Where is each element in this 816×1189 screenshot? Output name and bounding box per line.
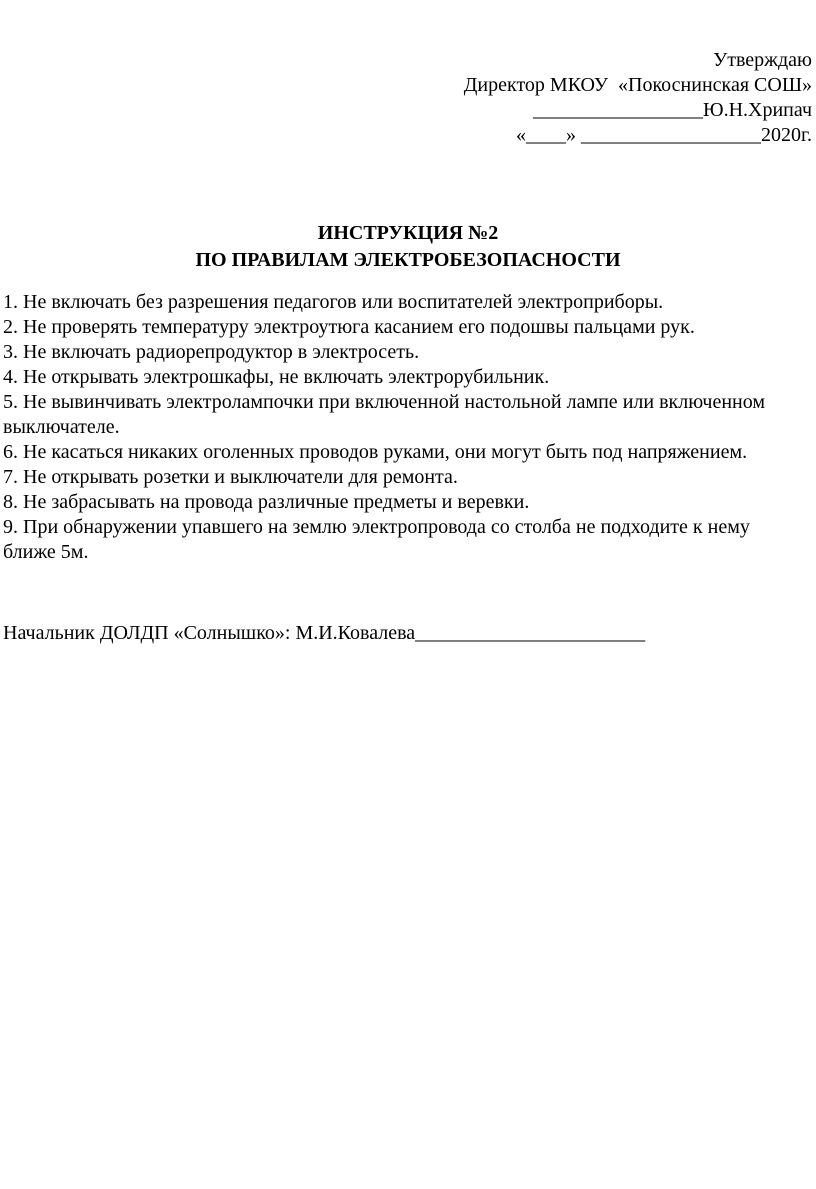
rule-item: 7. Не открывать розетки и выключатели для ремонта. <box>3 466 458 488</box>
rule-item: 5. Не вывинчивать электролампочки при включенной настольной лампе или включенном выключателе. <box>3 391 766 438</box>
rule-item: 9. При обнаружении упавшего на землю электропровода со столба не подходите к нему ближе 5м. <box>3 516 750 563</box>
document-title: ИНСТРУКЦИЯ №2 <box>317 222 499 244</box>
approval-position: Директор МКОУ «Покоснинская СОШ» <box>463 74 812 96</box>
rule-item: 2. Не проверять температуру электроутюга касанием его подошвы пальцами рук. <box>3 316 695 338</box>
rules-list <box>3 290 793 565</box>
approval-heading: Утверждаю <box>713 49 812 71</box>
approval-date-line: «____» __________________2020г. <box>516 124 812 146</box>
rule-item: 8. Не забрасывать на провода различные предметы и веревки. <box>3 491 530 513</box>
rule-item: 4. Не открывать электрошкафы, не включать электрорубильник. <box>3 366 550 388</box>
approval-block <box>464 48 812 148</box>
approval-signature-line: _________________Ю.Н.Хрипач <box>533 99 812 121</box>
document-subtitle: ПО ПРАВИЛАМ ЭЛЕКТРОБЕЗОПАСНОСТИ <box>195 249 621 271</box>
responsible-signature: Начальник ДОЛДП «Солнышко»: М.И.Ковалева_______________________ <box>3 622 646 644</box>
rule-item: 6. Не касаться никаких оголенных проводов руками, они могут быть под напряжением. <box>3 441 748 463</box>
rule-item: 1. Не включать без разрешения педагогов или воспитателей электроприборы. <box>3 291 664 313</box>
document-title-block <box>0 220 816 274</box>
rule-item: 3. Не включать радиорепродуктор в электросеть. <box>3 341 420 363</box>
